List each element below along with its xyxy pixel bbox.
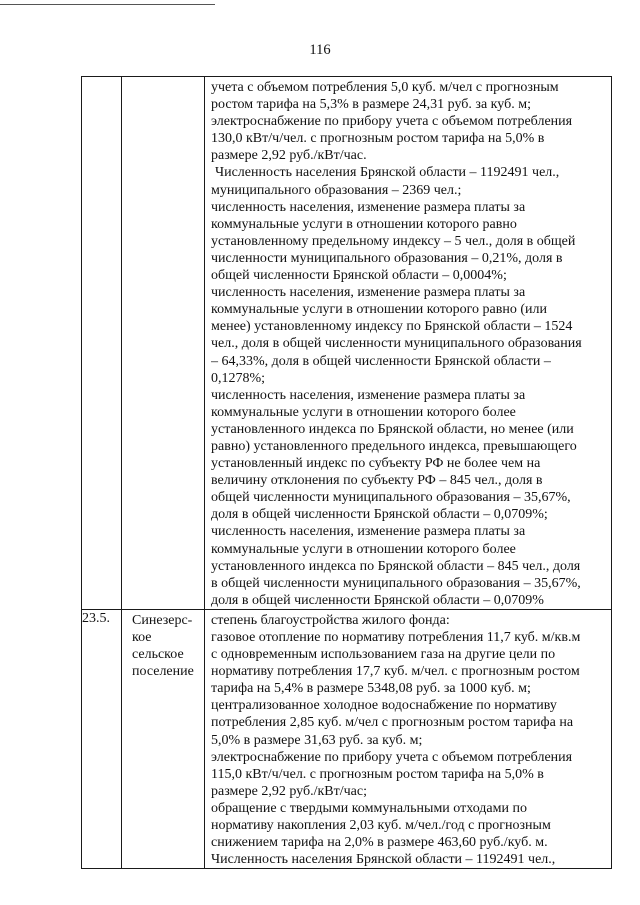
description-cell [205, 609, 612, 868]
number-cell: 23.5. [82, 609, 122, 868]
text-line: снижением тарифа на 2,0% в размере 463,60 руб./куб. м. [211, 835, 548, 851]
text-line: муниципального образования – 2369 чел.; [211, 182, 462, 198]
text-line: коммунальные услуги в отношении которого более [211, 404, 516, 420]
text-line: ростом тарифа на 5,3% в размере 24,31 руб. за куб. м; [211, 97, 531, 113]
top-border-line [0, 4, 215, 5]
text-line: обращение с твердыми коммунальными отходами по [211, 800, 527, 816]
description-cell [205, 77, 612, 610]
text-line: нормативу потребления 17,7 куб. м/чел. с прогнозным ростом [211, 664, 580, 680]
settlement-name-cell [122, 77, 205, 610]
text-line: поселение [132, 664, 194, 680]
text-line: равно) установленного предельного индекса, превышающего [211, 438, 577, 454]
text-line: общей численности муниципального образования – 35,67%, [211, 490, 571, 506]
text-line: тарифа на 5,4% в размере 5348,08 руб. за 1000 куб. м; [211, 681, 531, 697]
data-table [81, 76, 612, 869]
text-line: 115,0 кВт/ч/чел. с прогнозным ростом тарифа на 5,0% в [211, 766, 544, 782]
text-line: коммунальные услуги в отношении которого более [211, 541, 516, 557]
description-text [205, 77, 611, 609]
text-line: нормативу накопления 2,03 куб. м/чел./год с прогнозным [211, 818, 551, 834]
text-line: общей численности Брянской области – 0,0004%; [211, 268, 507, 284]
text-line: доля в общей численности Брянской области – 0,0709%; [211, 507, 548, 523]
settlement-name-cell [122, 609, 205, 868]
table-row [82, 609, 612, 868]
text-line: Синезерс- [132, 612, 193, 628]
text-line: газовое отопление по нормативу потребления 11,7 куб. м/кв.м [211, 630, 581, 645]
text-line: установленному предельному индексу – 5 чел., доля в общей [211, 233, 576, 249]
text-line: 0,1278%; [211, 370, 266, 386]
text-line: Численность населения Брянской области – 1192491 чел., [215, 165, 560, 181]
text-line: степень благоустройства жилого фонда: [211, 612, 450, 628]
text-line: величину отклонения по субъекту РФ – 845 чел., доля в [211, 473, 543, 489]
text-line: 5,0% в размере 31,63 руб. за куб. м; [211, 732, 423, 748]
text-line: электроснабжение по прибору учета с объемом потребления [211, 114, 573, 130]
text-line: сельское [132, 647, 184, 663]
table-row [82, 77, 612, 610]
text-line: установленного индекса по Брянской области, но менее (или [211, 421, 574, 437]
text-line: чел., доля в общей численности муниципального образования [211, 336, 582, 352]
text-line: численность населения, изменение размера платы за [211, 387, 526, 403]
text-line: потребления 2,85 куб. м/чел с прогнозным ростом тарифа на [211, 715, 574, 731]
settlement-name [122, 610, 204, 680]
text-line: в общей численности муниципального образования – 35,67%, [211, 575, 581, 591]
text-line: доля в общей численности Брянской области – 0,0709% [211, 592, 544, 608]
text-line: численность населения, изменение размера платы за [211, 524, 526, 540]
text-line: установленный индекс по субъекту РФ не более чем на [211, 456, 541, 472]
text-line: размере 2,92 руб./кВт/час. [211, 148, 367, 164]
text-line: численность населения, изменение размера платы за [211, 285, 526, 301]
number-cell [82, 77, 122, 610]
text-line: – 64,33%, доля в общей численности Брянской области – [211, 353, 551, 369]
text-line: кое [132, 630, 152, 645]
text-line: учета с объемом потребления 5,0 куб. м/чел с прогнозным [211, 80, 559, 95]
text-line: численность населения, изменение размера платы за [211, 199, 526, 215]
text-line: централизованное холодное водоснабжение по нормативу [211, 698, 557, 714]
text-line: установленного индекса по Брянской области – 845 чел., доля [211, 558, 581, 574]
text-line: Численность населения Брянской области – 1192491 чел., [211, 852, 556, 868]
text-line: менее) установленному индексу по Брянской области – 1524 [211, 319, 573, 335]
page-number: 116 [309, 42, 331, 58]
text-line: численности муниципального образования – 0,21%, доля в [211, 250, 563, 266]
text-line: с одновременным использованием газа на другие цели по [211, 647, 556, 663]
text-line: 130,0 кВт/ч/чел. с прогнозным ростом тарифа на 5,0% в [211, 131, 545, 147]
text-line: размере 2,92 руб./кВт/час; [211, 783, 367, 799]
text-line: коммунальные услуги в отношении которого равно [211, 216, 517, 232]
text-line: коммунальные услуги в отношении которого равно (или [211, 302, 547, 318]
text-line: электроснабжение по прибору учета с объемом потребления [211, 749, 573, 765]
description-text [205, 610, 611, 868]
